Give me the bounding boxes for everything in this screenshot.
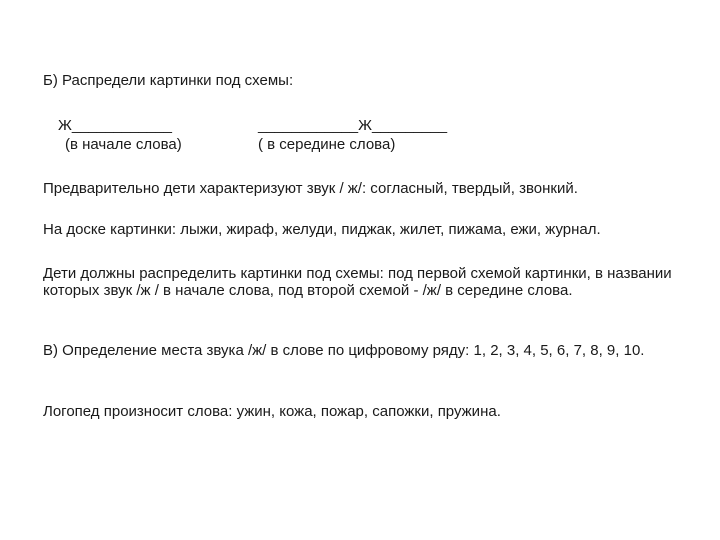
schema-middle-caption: ( в середине слова) <box>258 136 396 153</box>
schema-middle-position: ____________Ж_________ <box>258 117 448 134</box>
schema-initial-caption: (в начале слова) <box>65 136 182 153</box>
paragraph-distribution-task: Дети должны распределить картинки под схемы: под первой схемой картинки, в названии которых звук /ж / в начале слова, под второй схемой - /ж/ в середине слова. <box>43 265 672 299</box>
paragraph-sound-characteristics: Предварительно дети характеризуют звук / ж/: согласный, твердый, звонкий. <box>43 180 578 197</box>
section-b-heading: Б) Распредели картинки под схемы: <box>43 72 294 89</box>
paragraph-board-pictures: На доске картинки: лыжи, жираф, желуди, пиджак, жилет, пижама, ежи, журнал. <box>43 221 601 238</box>
section-v-heading: В) Определение места звука /ж/ в слове по цифровому ряду: 1, 2, 3, 4, 5, 6, 7, 8, 9, 10. <box>43 342 645 359</box>
paragraph-speech-therapist-words: Логопед произносит слова: ужин, кожа, пожар, сапожки, пружина. <box>43 403 501 420</box>
schema-initial-position: Ж____________ <box>58 117 172 134</box>
